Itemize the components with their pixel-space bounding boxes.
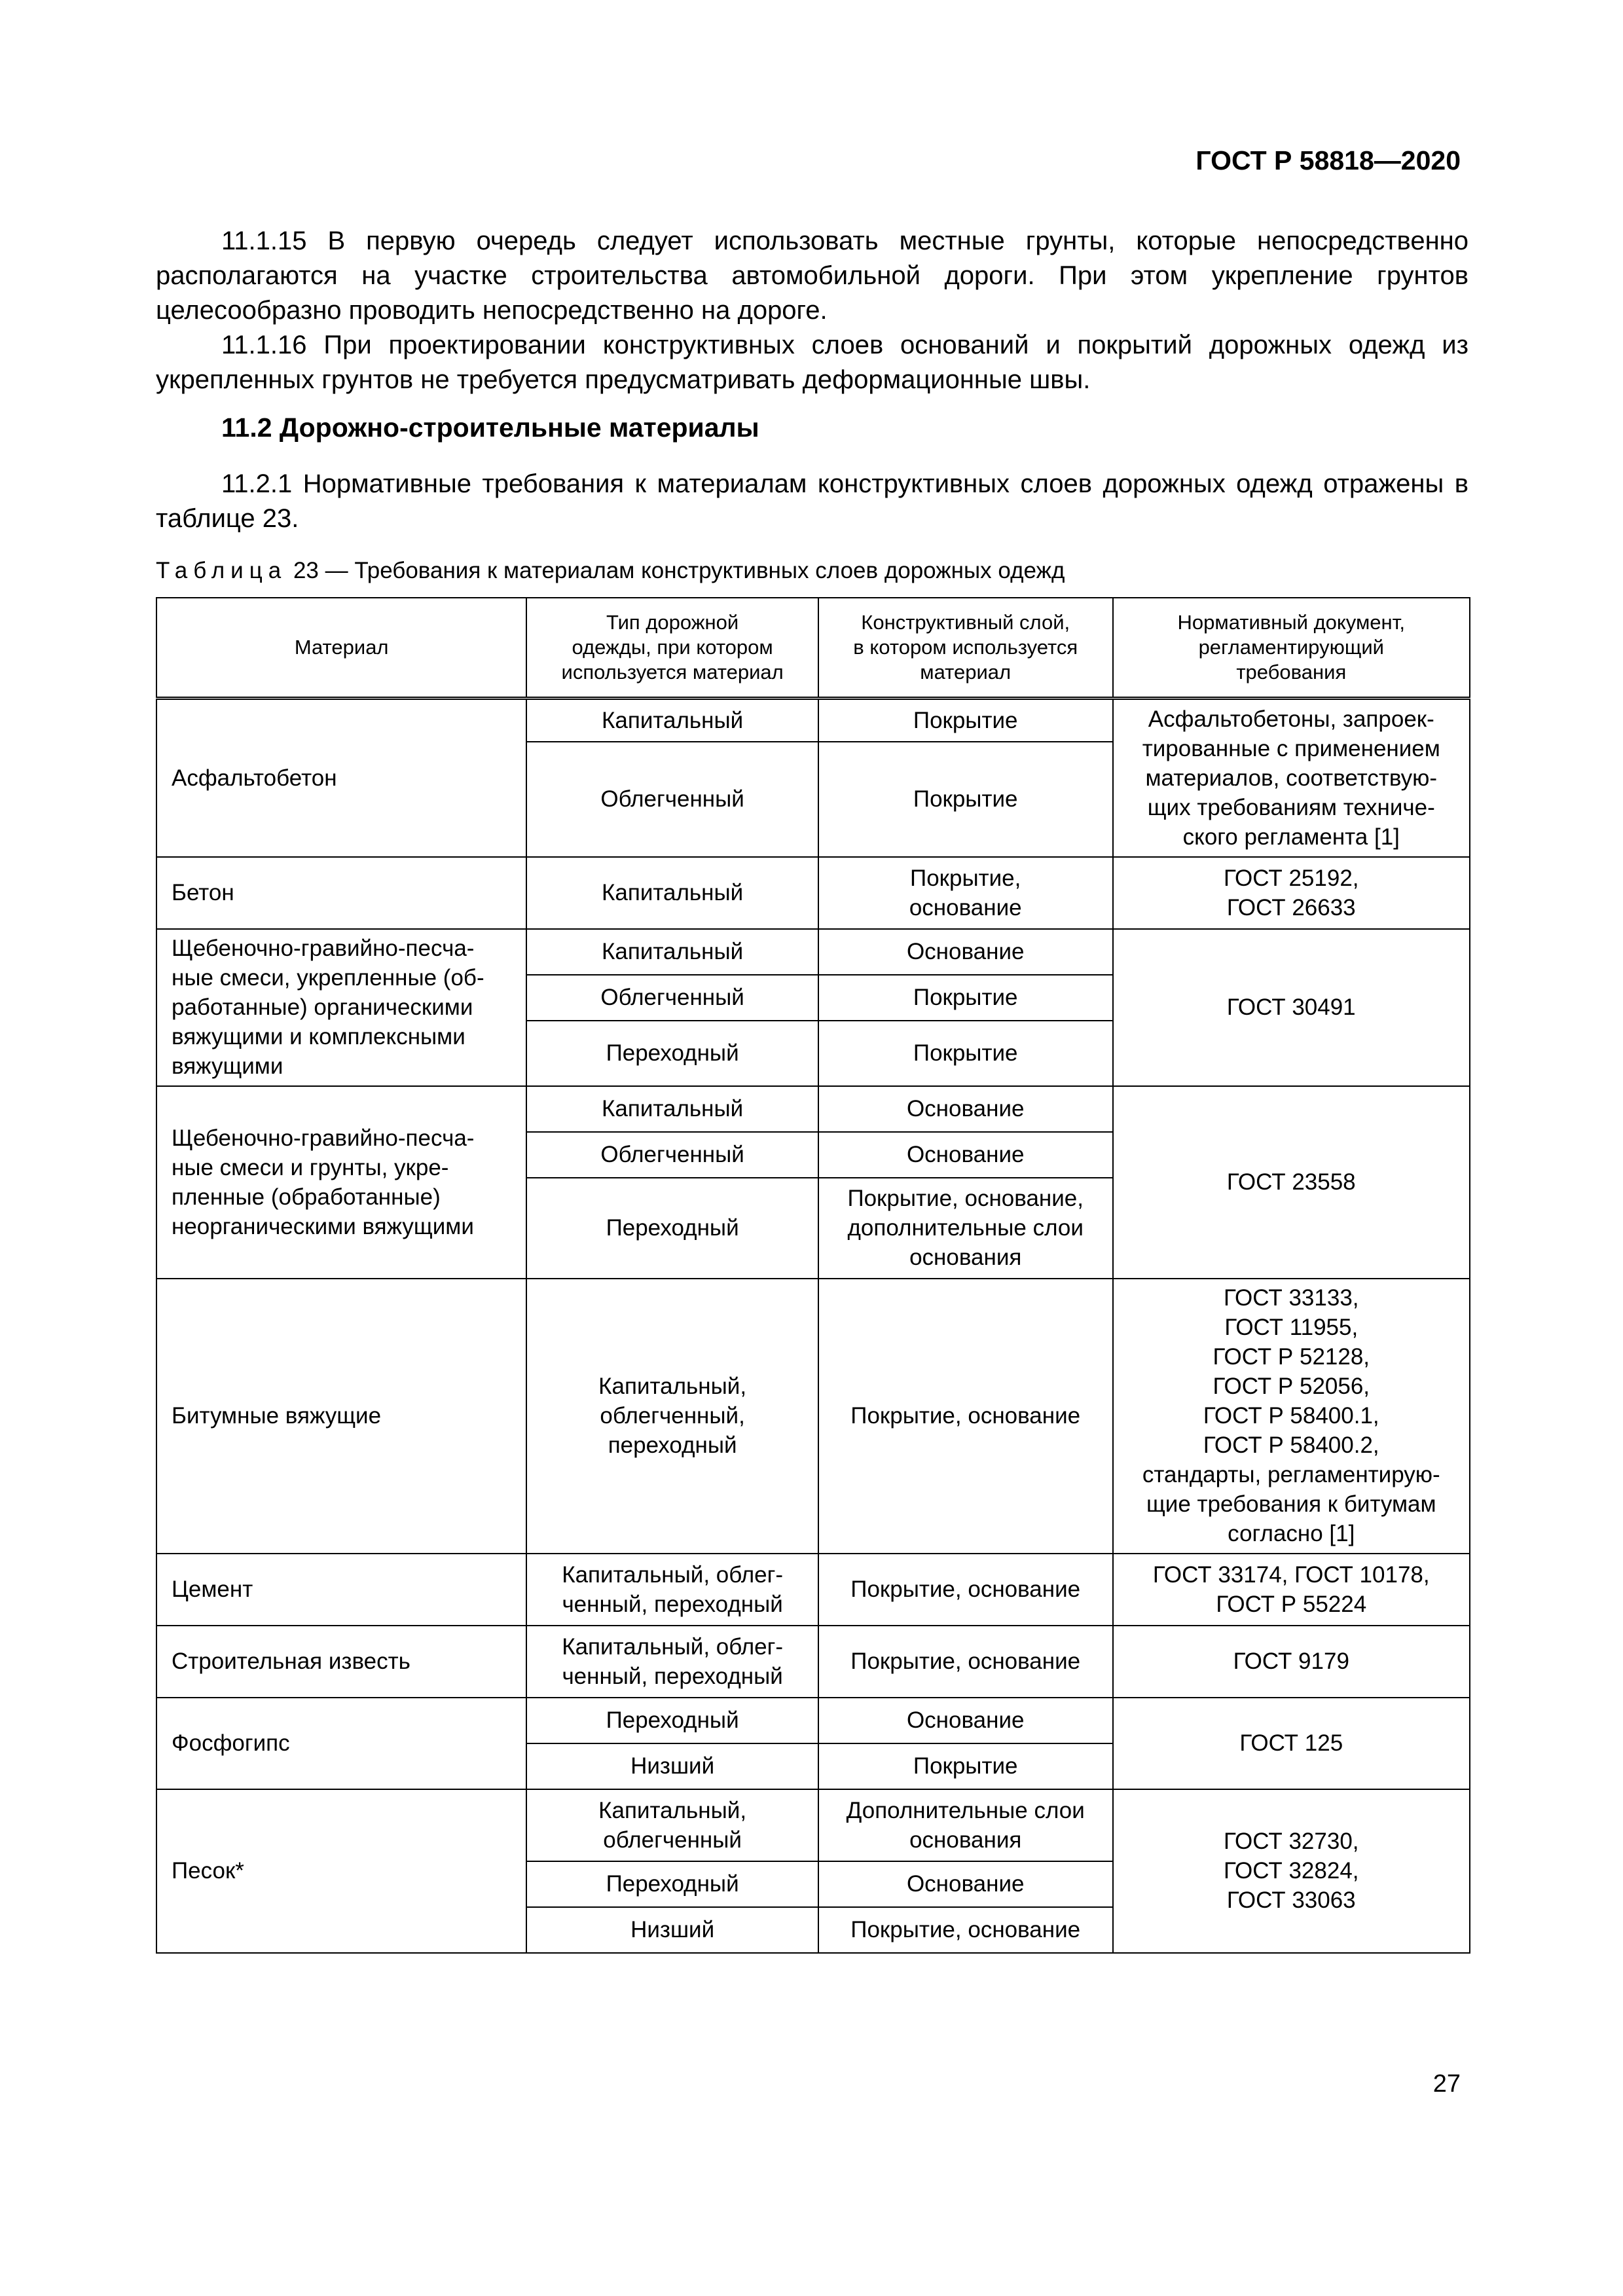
cell-pavement-type: Переходный xyxy=(526,1698,818,1743)
cell-pavement-type: Низший xyxy=(526,1743,818,1789)
cell-pavement-type: Переходный xyxy=(526,1021,818,1086)
header-material: Материал xyxy=(156,598,526,699)
cell-normative-document: ГОСТ 30491 xyxy=(1113,929,1470,1086)
cell-pavement-type: Облегченный xyxy=(526,1132,818,1178)
header-structural-layer: Конструктивный слой, в котором используется материал xyxy=(818,598,1113,699)
table-row xyxy=(156,699,1470,742)
cell-structural-layer: Покрытие xyxy=(818,1743,1113,1789)
cell-pavement-type: Капитальный xyxy=(526,857,818,929)
paragraph-text: 11.1.16 При проектировании конструктивных слоев оснований и покрытий дорожных одежд из укрепленных грунтов не требуется предусматривать деформационные швы. xyxy=(156,331,1468,394)
cell-structural-layer: Покрытие, основание, дополнительные слои основания xyxy=(818,1178,1113,1279)
cell-structural-layer: Дополнительные слои основания xyxy=(818,1789,1113,1861)
paragraph-text: 11.1.15 В первую очередь следует использовать местные грунты, которые непосредственно располагаются на участке строительства автомобильной дороги. При этом укрепление грунтов целесообразно проводить непосредственно на дороге. xyxy=(156,227,1468,325)
table-caption-prefix: Таблица xyxy=(156,558,287,583)
table-header-row xyxy=(156,598,1470,699)
cell-pavement-type: Капитальный xyxy=(526,929,818,975)
cell-normative-document: ГОСТ 23558 xyxy=(1113,1086,1470,1279)
table-row xyxy=(156,857,1470,929)
table-row xyxy=(156,1086,1470,1132)
cell-normative-document: ГОСТ 32730, ГОСТ 32824, ГОСТ 33063 xyxy=(1113,1789,1470,1953)
cell-material: Бетон xyxy=(156,857,526,929)
header-pavement-type: Тип дорожной одежды, при котором используется материал xyxy=(526,598,818,699)
cell-structural-layer: Основание xyxy=(818,1086,1113,1132)
cell-material: Строительная известь xyxy=(156,1626,526,1698)
cell-pavement-type: Капитальный, облег- ченный, переходный xyxy=(526,1554,818,1626)
paragraph-text: 11.2.1 Нормативные требования к материалам конструктивных слоев дорожных одежд отражены в таблице 23. xyxy=(156,469,1468,533)
page-number: 27 xyxy=(1432,2070,1461,2098)
cell-pavement-type: Капитальный xyxy=(526,699,818,742)
cell-material: Фосфогипс xyxy=(156,1698,526,1789)
cell-pavement-type: Капитальный, облегченный xyxy=(526,1789,818,1861)
cell-pavement-type: Капитальный, облегченный, переходный xyxy=(526,1279,818,1554)
table-row xyxy=(156,1554,1470,1626)
cell-normative-document: Асфальтобетоны, запроек- тированные с применением материалов, соответствую- щих требованиям техниче- ского регламента [1] xyxy=(1113,699,1470,857)
cell-material: Цемент xyxy=(156,1554,526,1626)
materials-requirements-table xyxy=(156,597,1470,1954)
document-number-header: ГОСТ Р 58818—2020 xyxy=(1195,145,1461,175)
cell-pavement-type: Капитальный xyxy=(526,1086,818,1132)
table-row xyxy=(156,929,1470,975)
cell-structural-layer: Покрытие, основание xyxy=(818,1279,1113,1554)
table-row xyxy=(156,1789,1470,1861)
cell-pavement-type: Облегченный xyxy=(526,975,818,1021)
table-row xyxy=(156,1279,1470,1554)
header-normative-document: Нормативный документ, регламентирующий требования xyxy=(1113,598,1470,699)
section-title: 11.2 Дорожно-строительные материалы xyxy=(221,412,759,443)
paragraph-11-1-16 xyxy=(156,328,1468,397)
cell-pavement-type: Переходный xyxy=(526,1178,818,1279)
cell-structural-layer: Покрытие xyxy=(818,1021,1113,1086)
cell-structural-layer: Основание xyxy=(818,1132,1113,1178)
table-body xyxy=(156,699,1470,1953)
cell-structural-layer: Покрытие xyxy=(818,975,1113,1021)
cell-structural-layer: Покрытие, основание xyxy=(818,1907,1113,1953)
cell-structural-layer: Основание xyxy=(818,1698,1113,1743)
cell-material: Щебеночно-гравийно-песча- ные смеси и грунты, укре- пленные (обработанные) неорганическими вяжущими xyxy=(156,1086,526,1279)
table-row xyxy=(156,1626,1470,1698)
cell-structural-layer: Покрытие, основание xyxy=(818,857,1113,929)
cell-material: Щебеночно-гравийно-песча- ные смеси, укрепленные (об- работанные) органическими вяжущими и комплексными вяжущими xyxy=(156,929,526,1086)
cell-structural-layer: Покрытие xyxy=(818,742,1113,857)
paragraph-11-1-15 xyxy=(156,224,1468,328)
cell-material: Битумные вяжущие xyxy=(156,1279,526,1554)
cell-pavement-type: Низший xyxy=(526,1907,818,1953)
cell-pavement-type: Облегченный xyxy=(526,742,818,857)
cell-structural-layer: Покрытие xyxy=(818,699,1113,742)
cell-pavement-type: Переходный xyxy=(526,1861,818,1907)
paragraph-11-2-1 xyxy=(156,467,1468,536)
table-caption-text: 23 — Требования к материалам конструктивных слоев дорожных одежд xyxy=(287,558,1065,583)
cell-normative-document: ГОСТ 33133, ГОСТ 11955, ГОСТ Р 52128, ГОСТ Р 52056, ГОСТ Р 58400.1, ГОСТ Р 58400.2, стандарты, регламентирую- щие требования к битумам согласно [1] xyxy=(1113,1279,1470,1554)
cell-material: Асфальтобетон xyxy=(156,699,526,857)
cell-normative-document: ГОСТ 125 xyxy=(1113,1698,1470,1789)
cell-material: Песок* xyxy=(156,1789,526,1953)
table-caption xyxy=(156,558,1065,584)
cell-structural-layer: Основание xyxy=(818,929,1113,975)
cell-normative-document: ГОСТ 33174, ГОСТ 10178, ГОСТ Р 55224 xyxy=(1113,1554,1470,1626)
cell-normative-document: ГОСТ 25192, ГОСТ 26633 xyxy=(1113,857,1470,929)
table-row xyxy=(156,1698,1470,1743)
cell-structural-layer: Покрытие, основание xyxy=(818,1554,1113,1626)
cell-structural-layer: Покрытие, основание xyxy=(818,1626,1113,1698)
cell-pavement-type: Капитальный, облег- ченный, переходный xyxy=(526,1626,818,1698)
cell-normative-document: ГОСТ 9179 xyxy=(1113,1626,1470,1698)
cell-structural-layer: Основание xyxy=(818,1861,1113,1907)
